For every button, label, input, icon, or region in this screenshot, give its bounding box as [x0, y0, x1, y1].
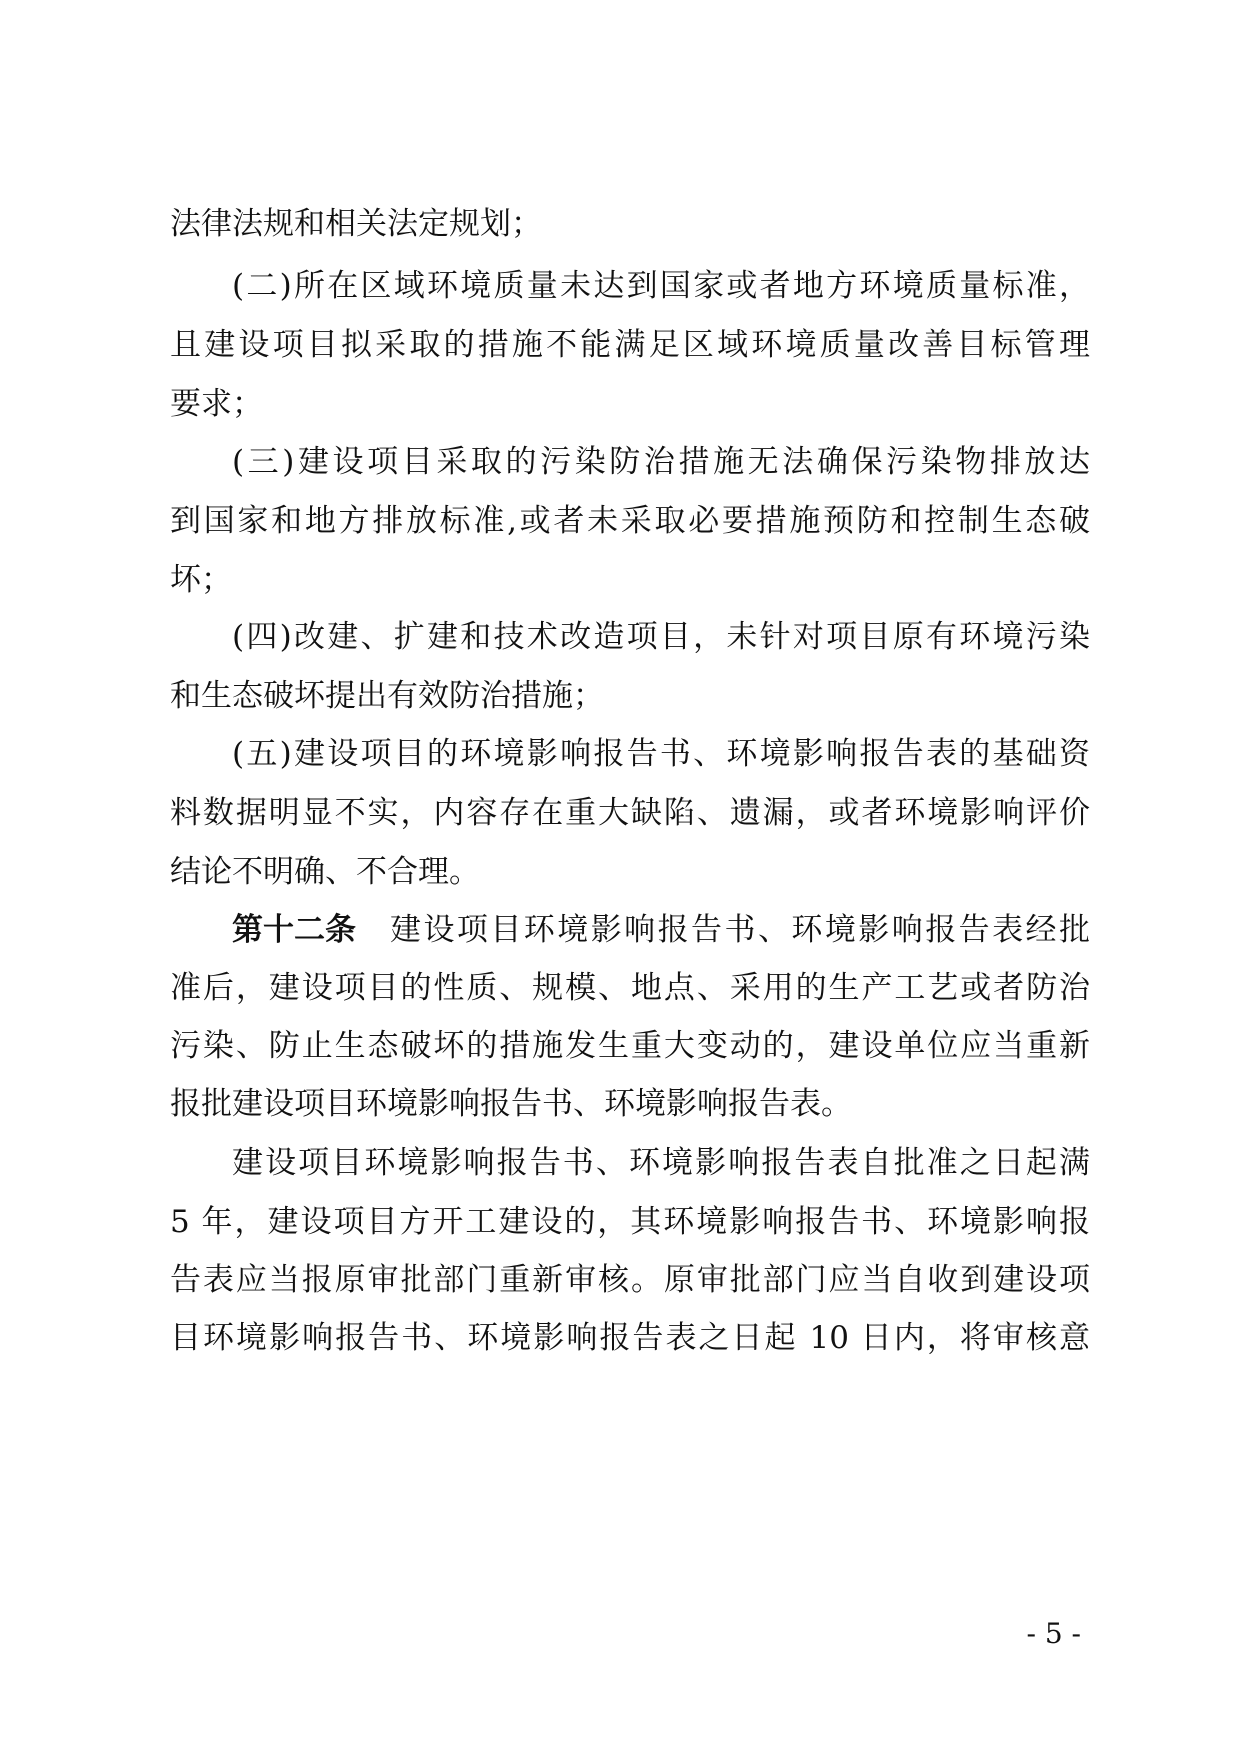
paragraph-line-1: 建设项目环境影响报告书、环境影响报告表自批准之日起满 [232, 1145, 1090, 1181]
list-item-four-line-2: 和生态破坏提出有效防治措施； [170, 678, 604, 714]
article-twelve-text: 建设项目环境影响报告书、环境影响报告表经批 [390, 912, 1090, 948]
list-item-two-line-1: (二)所在区域环境质量未达到国家或者地方环境质量标准， [232, 268, 1090, 304]
list-item-five-line-1: (五)建设项目的环境影响报告书、环境影响报告表的基础资 [232, 736, 1090, 772]
paragraph-line-4: 目环境影响报告书、环境影响报告表之日起 10 日内，将审核意 [170, 1320, 1090, 1356]
list-item-four-line-1: (四)改建、扩建和技术改造项目，未针对项目原有环境污染 [232, 619, 1090, 655]
text-line: 法律法规和相关法定规划； [170, 206, 542, 242]
list-item-three-line-1: (三)建设项目采取的污染防治措施无法确保污染物排放达 [232, 444, 1090, 480]
paragraph-line-2: 5 年，建设项目方开工建设的，其环境影响报告书、环境影响报 [170, 1204, 1090, 1240]
list-item-three-line-2: 到国家和地方排放标准,或者未采取必要措施预防和控制生态破 [170, 503, 1090, 539]
article-twelve-line-4: 报批建设项目环境影响报告书、环境影响报告表。 [170, 1086, 852, 1122]
list-item-five-line-3: 结论不明确、不合理。 [170, 854, 480, 890]
paragraph-line-3: 告表应当报原审批部门重新审核。原审批部门应当自收到建设项 [170, 1262, 1090, 1298]
page-number: - 5 - [1026, 1617, 1081, 1650]
list-item-two-line-2: 且建设项目拟采取的措施不能满足区域环境质量改善目标管理 [170, 327, 1090, 363]
article-heading: 第十二条 [232, 912, 356, 948]
list-item-five-line-2: 料数据明显不实，内容存在重大缺陷、遗漏，或者环境影响评价 [170, 795, 1090, 831]
list-item-three-line-3: 坏； [170, 562, 232, 598]
article-twelve-line-3: 污染、防止生态破坏的措施发生重大变动的，建设单位应当重新 [170, 1028, 1090, 1064]
article-twelve-line-1 [232, 910, 1090, 950]
list-item-two-line-3: 要求； [170, 386, 263, 422]
article-twelve-line-2: 准后，建设项目的性质、规模、地点、采用的生产工艺或者防治 [170, 970, 1090, 1006]
